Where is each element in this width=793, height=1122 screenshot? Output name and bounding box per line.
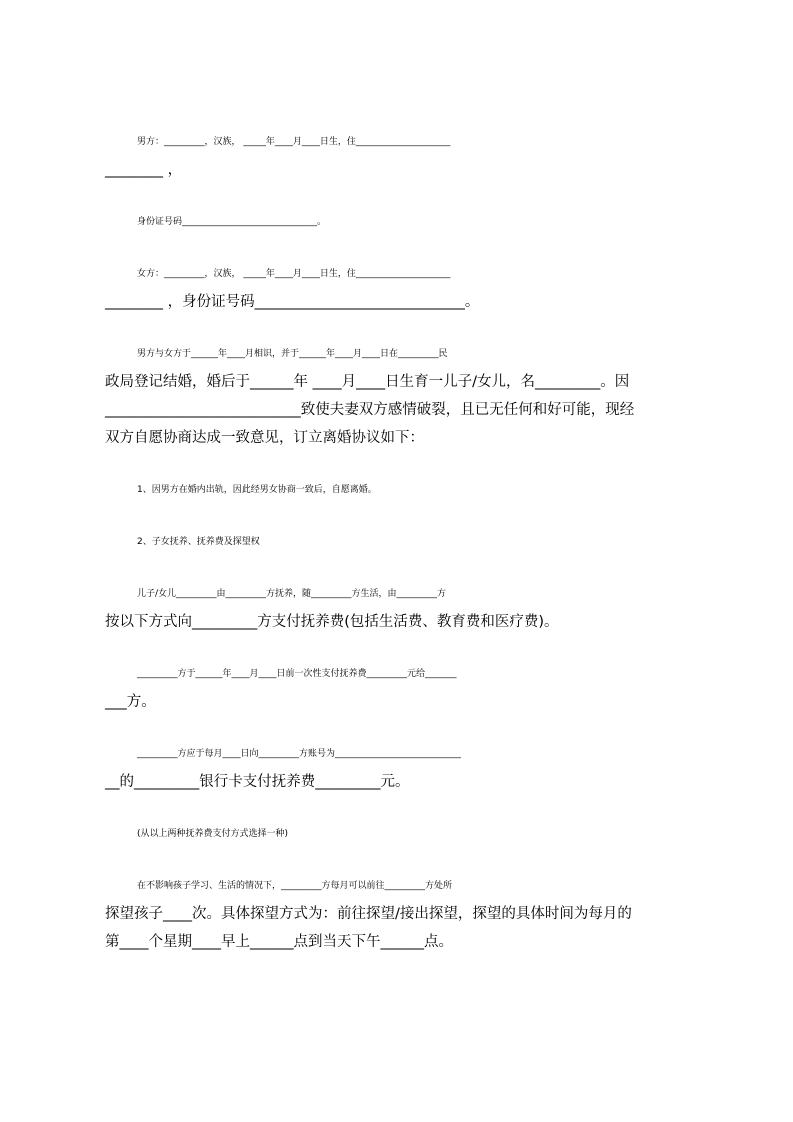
clause-1: 1、因男方在婚内出轨，因此经男女协商一致后，自愿离婚。 xyxy=(137,485,377,495)
lump-sum-line-1: _________方于______年____月____日前一次性支付抚养费_________元给_______ xyxy=(137,669,457,679)
custody-line-1: 儿子/女儿_________由_________方抚养，随_________方生活，由_________方 xyxy=(137,589,447,599)
male-party-line: 男方：_________，汉族， _____年____月____日生，住_____________________ xyxy=(137,137,451,147)
lump-sum-line-2: ___方。 xyxy=(105,694,156,710)
female-party-line-cont: ________ ，身份证号码_____________________________。 xyxy=(105,294,480,310)
monthly-payment-line-2: __的_________银行卡支付抚养费_________元。 xyxy=(105,774,410,790)
visitation-line-3: 第____个星期____早上______点到当天下午______点。 xyxy=(105,934,453,950)
marriage-paragraph-line-1: 男方与女方于______年____月相识，并于______年____月____日在_________民 xyxy=(137,349,448,359)
visitation-line-2: 探望孩子____次。具体探望方式为：前往探望/接出探望，探望的具体时间为每月的 xyxy=(105,906,632,922)
marriage-paragraph-line-4: 双方自愿协商达成一致意见，订立离婚协议如下： xyxy=(105,430,424,446)
clause-2-heading: 2、子女抚养、抚养费及探望权 xyxy=(137,537,260,547)
marriage-paragraph-line-2: 政局登记结婚，婚后于______年 ____月____日生育一儿子/女儿，名_________。因 xyxy=(105,374,630,390)
marriage-paragraph-line-3: ___________________________致使夫妻双方感情破裂，且已无任何和好可能，现经 xyxy=(105,402,635,418)
male-id-line: 身份证号码______________________________。 xyxy=(137,217,327,227)
male-party-line-cont: ________ ， xyxy=(105,162,183,178)
visitation-line-1: 在不影响孩子学习、生活的情况下，_________方每月可以前往_________方处所 xyxy=(137,881,453,891)
monthly-payment-line-1: _________方应于每月____日向_________方账号为____________________________ xyxy=(137,749,462,759)
payment-choice-note: (从以上两种抚养费支付方式选择一种) xyxy=(137,829,289,839)
female-party-line: 女方：_________，汉族， _____年____月____日生，住_____________________ xyxy=(137,269,451,279)
custody-line-2: 按以下方式向_________方支付抚养费(包括生活费、教育费和医疗费)。 xyxy=(105,614,559,630)
